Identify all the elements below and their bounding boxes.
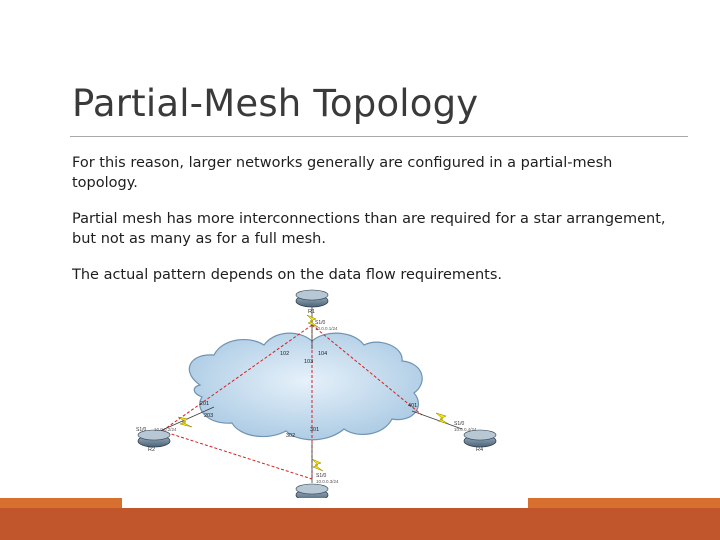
router-r2: [136, 427, 177, 453]
interface-label: S1/0: [316, 473, 327, 479]
dlci-label: 302: [286, 433, 296, 439]
dlci-label: 201: [200, 401, 210, 407]
interface-label: S1/0: [454, 421, 465, 427]
router-label: R2: [148, 447, 156, 453]
router-r4: [454, 421, 496, 453]
dlci-label: 102: [280, 351, 290, 357]
serial-bolt-icon: [312, 459, 323, 471]
ip-label: 10.0.0.3/24: [316, 479, 339, 484]
router-label: R4: [476, 447, 484, 453]
dlci-label: 103: [304, 359, 314, 365]
router-r1: [296, 290, 338, 331]
ip-label: 10.0.0.1/24: [315, 326, 338, 331]
diagram-backdrop: [122, 498, 528, 508]
dlci-label: 401: [408, 403, 418, 409]
interface-label: S1/0: [315, 320, 326, 326]
title-divider: [70, 136, 688, 137]
slide-title: Partial-Mesh Topology: [72, 82, 479, 125]
footer-accent-bar: [0, 508, 720, 540]
ip-label: 10.0.0.4/24: [454, 427, 477, 432]
paragraph-1: For this reason, larger networks generally are configured in a partial-mesh topology.: [72, 155, 613, 191]
ip-label: 10.0.0.2/24: [154, 427, 177, 432]
dlci-label: 301: [310, 427, 320, 433]
paragraph-2: Partial mesh has more interconnections than are required for a star arrangement, but not as many as for a full mesh.: [72, 211, 666, 247]
paragraph-3: The actual pattern depends on the data flow requirements.: [72, 267, 502, 283]
dlci-label: 104: [318, 351, 328, 357]
dlci-label: 203: [204, 413, 214, 419]
router-label: R1: [308, 309, 316, 315]
serial-bolt-icon: [436, 413, 449, 424]
interface-label: S1/0: [136, 427, 147, 433]
network-diagram: [122, 283, 528, 509]
